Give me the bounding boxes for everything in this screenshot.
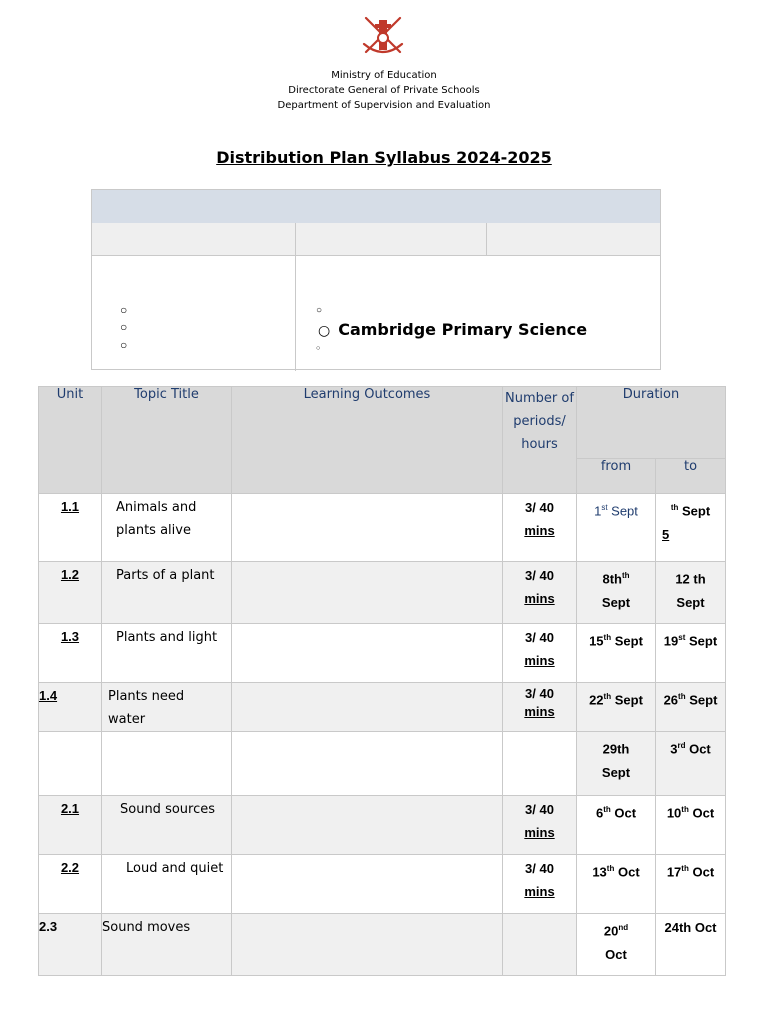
header-outcomes: Learning Outcomes [232,387,503,494]
from-cell: $8th^{th}$ Sept [577,562,656,624]
header-line-directorate: Directorate General of Private Schools [288,85,480,96]
bullet-circle-icon: ○ [318,323,331,339]
info-box [91,189,661,370]
to-cell: 12 th Sept [656,562,726,624]
bullet-circle-icon: ○ [316,305,323,316]
outcomes-cell [232,796,503,855]
to-cell: 24th Oct [656,914,726,976]
from-cell: 6th Oct [577,796,656,855]
table-row [39,796,726,855]
periods-cell: 3/ 40 mins [503,494,577,562]
unit-cell: 1.3 [39,624,102,683]
topic-cell: Sound sources [102,796,232,855]
table-row [39,732,726,796]
topic-cell: Parts of a plant [102,562,232,624]
outcomes-cell [232,683,503,732]
header-line-ministry: Ministry of Education [331,70,437,81]
header-periods: Number of periods/ hours [503,387,577,494]
topic-cell [102,732,232,796]
periods-cell: 3/ 40 mins [503,624,577,683]
unit-cell: 2.3 [39,914,102,976]
from-cell: 22th Sept [577,683,656,732]
periods-cell [503,914,577,976]
header-unit: Unit [39,387,102,494]
header-line-department: Department of Supervision and Evaluation [277,100,491,111]
periods-cell: 3/ 40 mins [503,683,577,732]
info-box-divider [486,223,487,255]
table-row [39,683,726,732]
to-cell: 17th Oct [656,855,726,914]
topic-cell: Loud and quiet [102,855,232,914]
unit-cell: 1.2 [39,562,102,624]
to-cell: 26th Sept [656,683,726,732]
topic-cell: Plants and light [102,624,232,683]
periods-cell: 3/ 40 mins [503,796,577,855]
from-cell: 20nd Oct [577,914,656,976]
unit-cell: 1.1 [39,494,102,562]
unit-cell: 1.4 [39,683,102,732]
outcomes-cell [232,494,503,562]
topic-cell: Animals and plants alive [102,494,232,562]
info-box-band [92,190,660,224]
periods-cell: 3/ 40 mins [503,855,577,914]
table-header-row [39,387,726,459]
outcomes-cell [232,732,503,796]
course-name: ○ Cambridge Primary Science [318,320,588,339]
page-title: Distribution Plan Syllabus 2024-2025 [216,148,552,167]
ministry-header [0,68,768,113]
distribution-plan-table [38,386,726,976]
unit-cell: 2.1 [39,796,102,855]
to-cell: 3rd Oct [656,732,726,796]
topic-cell: Plants need water [102,683,232,732]
bullet-circle-icon: ○ [120,320,128,334]
table-row [39,562,726,624]
outcomes-cell [232,855,503,914]
to-cell: 10th Oct [656,796,726,855]
header-from: from [577,459,656,494]
topic-cell: Sound moves [102,914,232,976]
periods-cell: 3/ 40 mins [503,562,577,624]
unit-cell [39,732,102,796]
table-row [39,624,726,683]
oman-emblem-icon [358,14,408,60]
from-cell: 13th Oct [577,855,656,914]
from-cell: 1st Sept [577,494,656,562]
from-cell: 15th Sept [577,624,656,683]
info-box-row [92,223,660,256]
header-topic: Topic Title [102,387,232,494]
bullet-circle-icon: ○ [120,338,128,352]
from-cell: 29th Sept [577,732,656,796]
table-row [39,914,726,976]
periods-cell [503,732,577,796]
table-row [39,855,726,914]
to-cell: 19st Sept [656,624,726,683]
outcomes-cell [232,914,503,976]
outcomes-cell [232,624,503,683]
unit-cell: 2.2 [39,855,102,914]
header-duration: Duration [577,387,726,459]
info-box-divider [295,223,296,255]
table-row [39,494,726,562]
to-cell: $^{th}$ Sept 5 [656,494,726,562]
bullet-circle-icon: ○ [316,345,321,352]
outcomes-cell [232,562,503,624]
header-to: to [656,459,726,494]
bullet-circle-icon: ○ [120,303,128,317]
